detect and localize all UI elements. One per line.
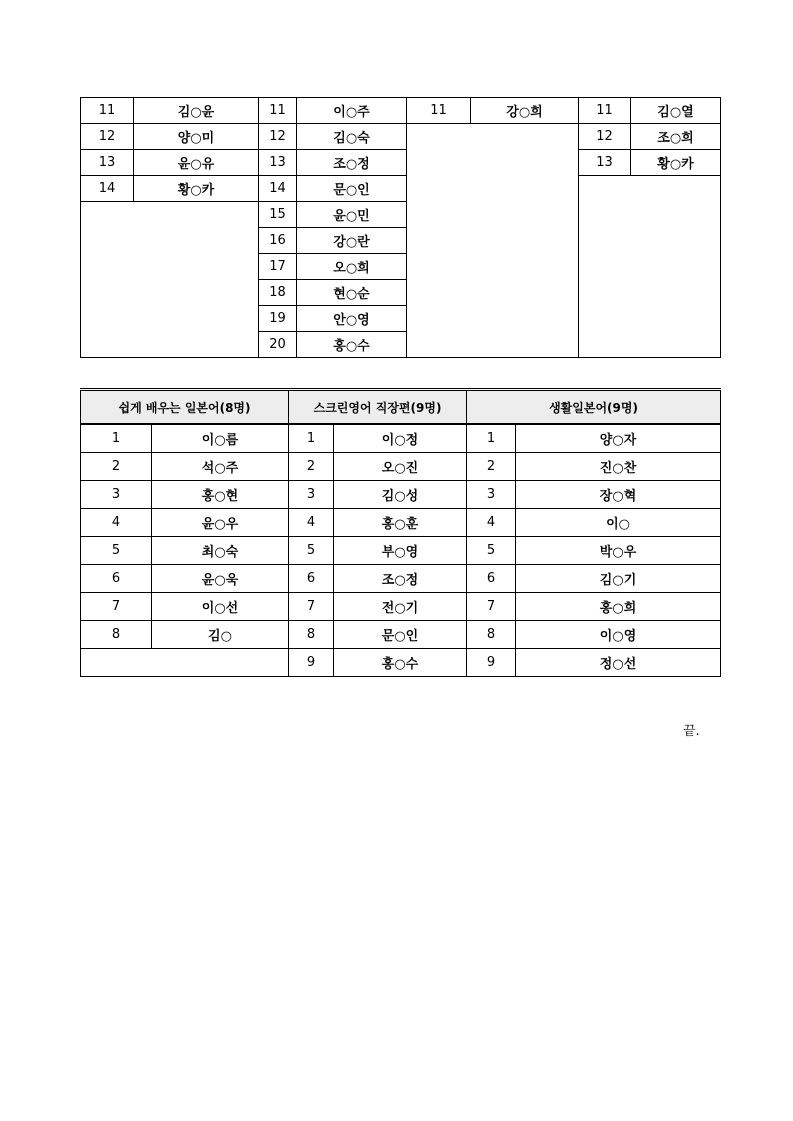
row-number: 14: [259, 176, 297, 202]
student-name: 홍○현: [152, 481, 289, 509]
student-name: 황○카: [631, 150, 721, 176]
row-number: 8: [467, 621, 516, 649]
row-number: 13: [81, 150, 134, 176]
student-name: 윤○우: [152, 509, 289, 537]
student-name: 강○희: [471, 98, 579, 124]
student-name: 오○희: [297, 254, 407, 280]
student-name: 이○름: [152, 424, 289, 453]
empty-cell: [81, 649, 289, 677]
student-name: 김○윤: [134, 98, 259, 124]
student-name: 석○주: [152, 453, 289, 481]
student-name: 부○영: [334, 537, 467, 565]
table-row: [81, 621, 721, 649]
student-name: 홍○수: [334, 649, 467, 677]
table-row: [81, 98, 721, 124]
row-number: 8: [81, 621, 152, 649]
row-number: 7: [467, 593, 516, 621]
table-row: [81, 565, 721, 593]
row-number: 3: [81, 481, 152, 509]
roster-table-continued: [80, 97, 721, 358]
row-number: 16: [259, 228, 297, 254]
student-name: 윤○유: [134, 150, 259, 176]
table-row: [81, 124, 721, 150]
student-name: 현○순: [297, 280, 407, 306]
table-row: [81, 537, 721, 565]
row-number: 8: [289, 621, 334, 649]
row-number: 4: [467, 509, 516, 537]
table-row: [81, 176, 721, 202]
course-header-screen-english: 스크린영어 직장편(9명): [289, 390, 467, 425]
row-number: 20: [259, 332, 297, 358]
student-name: 양○자: [516, 424, 721, 453]
row-number: 11: [579, 98, 631, 124]
row-number: 5: [467, 537, 516, 565]
row-number: 13: [259, 150, 297, 176]
row-number: 17: [259, 254, 297, 280]
student-name: 홍○훈: [334, 509, 467, 537]
student-name: 윤○욱: [152, 565, 289, 593]
student-name: 문○인: [297, 176, 407, 202]
row-number: 11: [81, 98, 134, 124]
row-number: 6: [467, 565, 516, 593]
student-name: 조○정: [297, 150, 407, 176]
course-header-daily-japanese: 생활일본어(9명): [467, 390, 721, 425]
student-name: 조○희: [631, 124, 721, 150]
row-number: 14: [81, 176, 134, 202]
row-number: 12: [81, 124, 134, 150]
row-number: 9: [467, 649, 516, 677]
student-name: 양○미: [134, 124, 259, 150]
row-number: 2: [81, 453, 152, 481]
student-name: 박○우: [516, 537, 721, 565]
row-number: 2: [289, 453, 334, 481]
table-row: [81, 150, 721, 176]
student-name: 김○기: [516, 565, 721, 593]
student-name: 전○기: [334, 593, 467, 621]
row-number: 6: [289, 565, 334, 593]
course-header-easy-japanese: 쉽게 배우는 일본어(8명): [81, 390, 289, 425]
student-name: 이○: [516, 509, 721, 537]
student-name: 진○찬: [516, 453, 721, 481]
student-name: 최○숙: [152, 537, 289, 565]
student-name: 이○주: [297, 98, 407, 124]
table-row: [81, 649, 721, 677]
empty-cell: [407, 124, 579, 358]
row-number: 9: [289, 649, 334, 677]
table-row: [81, 453, 721, 481]
row-number: 11: [407, 98, 471, 124]
row-number: 12: [579, 124, 631, 150]
student-name: 황○카: [134, 176, 259, 202]
student-name: 장○혁: [516, 481, 721, 509]
student-name: 김○숙: [297, 124, 407, 150]
row-number: 3: [467, 481, 516, 509]
course-roster-table: [80, 388, 721, 677]
table-row: [81, 509, 721, 537]
row-number: 11: [259, 98, 297, 124]
table-row: [81, 593, 721, 621]
row-number: 2: [467, 453, 516, 481]
student-name: 이○정: [334, 424, 467, 453]
row-number: 7: [289, 593, 334, 621]
student-name: 안○영: [297, 306, 407, 332]
student-name: 윤○민: [297, 202, 407, 228]
row-number: 13: [579, 150, 631, 176]
row-number: 5: [289, 537, 334, 565]
student-name: 조○정: [334, 565, 467, 593]
student-name: 김○열: [631, 98, 721, 124]
empty-cell: [579, 176, 721, 358]
row-number: 18: [259, 280, 297, 306]
row-number: 12: [259, 124, 297, 150]
student-name: 오○진: [334, 453, 467, 481]
row-number: 3: [289, 481, 334, 509]
student-name: 김○성: [334, 481, 467, 509]
student-name: 강○란: [297, 228, 407, 254]
student-name: 이○선: [152, 593, 289, 621]
student-name: 홍○수: [297, 332, 407, 358]
row-number: 7: [81, 593, 152, 621]
student-name: 김○: [152, 621, 289, 649]
row-number: 1: [81, 424, 152, 453]
table-row: [81, 424, 721, 453]
empty-cell: [81, 202, 259, 358]
end-mark: 끝.: [683, 724, 700, 739]
student-name: 정○선: [516, 649, 721, 677]
table-row: [81, 481, 721, 509]
student-name: 홍○희: [516, 593, 721, 621]
row-number: 15: [259, 202, 297, 228]
row-number: 4: [289, 509, 334, 537]
student-name: 이○영: [516, 621, 721, 649]
student-name: 문○인: [334, 621, 467, 649]
row-number: 1: [289, 424, 334, 453]
row-number: 4: [81, 509, 152, 537]
table-header-row: [81, 390, 721, 425]
row-number: 6: [81, 565, 152, 593]
row-number: 19: [259, 306, 297, 332]
row-number: 1: [467, 424, 516, 453]
row-number: 5: [81, 537, 152, 565]
